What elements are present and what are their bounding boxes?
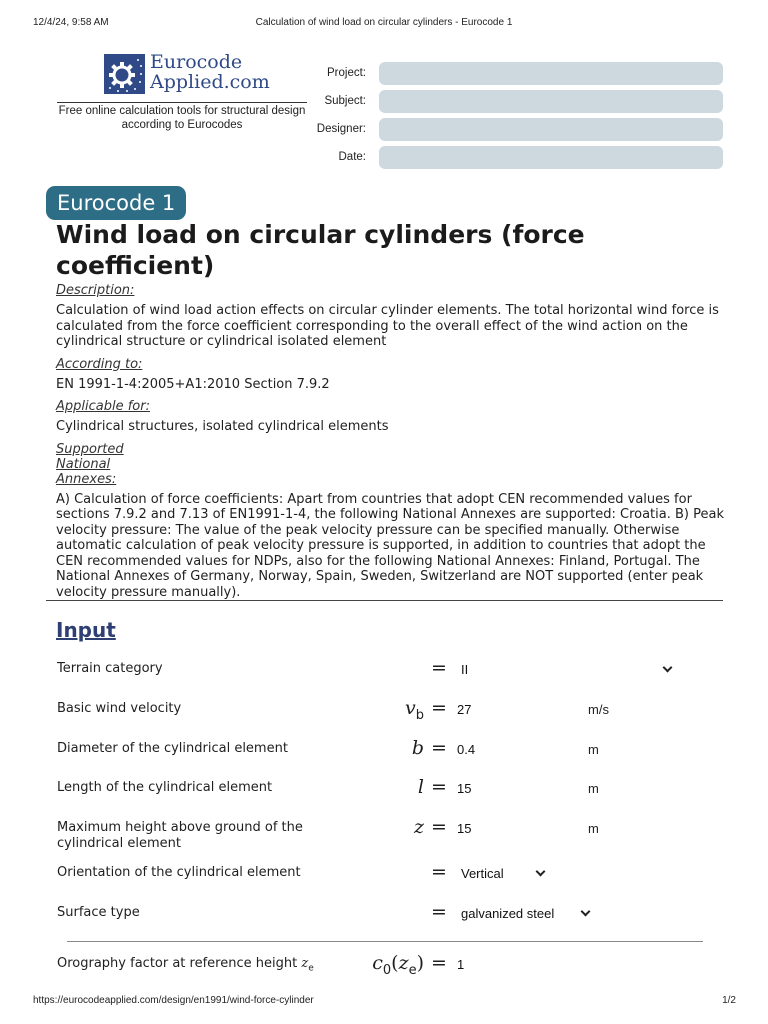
orography-factor-label <box>57 956 347 977</box>
site-logo[interactable] <box>104 51 270 96</box>
logo-line-2 <box>150 72 270 92</box>
equals-sign: = <box>431 657 447 679</box>
symbol-c: c <box>372 952 383 974</box>
paren-close: ) <box>416 952 424 974</box>
print-page-title: Calculation of wind load on circular cylinders - Eurocode 1 <box>255 17 513 28</box>
input-heading: Input <box>56 618 116 642</box>
national-annexes-label-line: Annexes: <box>56 471 117 487</box>
surface-type-label: Surface type <box>57 905 140 920</box>
national-annexes-label <box>56 442 724 487</box>
section-divider <box>46 600 723 601</box>
length-unit: m <box>588 781 599 796</box>
symbol-arg-z: z <box>398 952 409 974</box>
max-height-symbol: z <box>413 816 424 838</box>
length-symbol: l <box>417 776 424 798</box>
logo-text <box>150 52 270 92</box>
date-label: Date: <box>338 151 366 163</box>
print-url[interactable]: https://eurocodeapplied.com/design/en1991/wind-force-cylinder <box>33 995 314 1006</box>
description-label: Description: <box>56 283 135 298</box>
logo-domain: .com <box>223 71 270 93</box>
applicable-for-label: Applicable for: <box>56 399 150 414</box>
orography-factor-label-text: Orography factor at reference height <box>57 956 298 971</box>
subject-label: Subject: <box>324 95 366 107</box>
equals-sign: = <box>431 816 447 838</box>
basic-wind-velocity-label: Basic wind velocity <box>57 701 182 716</box>
chevron-down-icon[interactable] <box>663 663 673 673</box>
diameter-symbol: b <box>411 737 424 759</box>
length-input[interactable]: 15 <box>457 781 472 796</box>
max-height-label: Maximum height above ground of the cylindrical element <box>57 820 303 851</box>
orientation-select[interactable]: Vertical <box>461 866 504 881</box>
basic-wind-velocity-input[interactable]: 27 <box>457 702 472 717</box>
page-title: Wind load on circular cylinders (force coefficient) <box>56 220 585 280</box>
national-annexes-label-line: National <box>56 456 111 472</box>
eurocode-badge: Eurocode 1 <box>46 186 186 220</box>
label-var-z: z <box>301 956 309 971</box>
project-field[interactable] <box>379 62 723 85</box>
symbol-arg-sub-e: e <box>408 962 417 978</box>
description-text: Calculation of wind load action effects on circular cylinder elements. The total horizontal wind force is calculated from the force coefficient corresponding to the overall effect of the wind action on the cylindrical structure or cylindrical isolated element <box>56 303 719 349</box>
label-var-sub-e: e <box>308 963 314 974</box>
terrain-category-label: Terrain category <box>57 661 163 676</box>
chevron-down-icon[interactable] <box>581 907 591 917</box>
date-field[interactable] <box>379 146 723 169</box>
chevron-down-icon[interactable] <box>536 867 546 877</box>
logo-line-1: Eurocode <box>150 51 243 73</box>
length-label: Length of the cylindrical element <box>57 780 273 795</box>
meta-row-date <box>290 146 730 170</box>
description-block <box>56 283 724 607</box>
row-divider <box>67 941 703 942</box>
diameter-label: Diameter of the cylindrical element <box>57 741 288 756</box>
designer-label: Designer: <box>316 123 366 135</box>
diameter-input[interactable]: 0.4 <box>457 742 476 757</box>
logo-applied: Applied <box>150 71 224 93</box>
basic-wind-velocity-symbol <box>405 697 424 727</box>
according-to-text: EN 1991-1-4:2005+A1:2010 Section 7.9.2 <box>56 376 330 392</box>
orography-factor-value: 1 <box>457 957 465 972</box>
national-annexes-text: A) Calculation of force coefficients: Apart from countries that adopt CEN recommended values for sections 7.9.2 and 7.13 of EN1991-1-4, the following National Annexes are supported: Croatia. B) Peak velocity pressure: The value of the peak velocity pressure can be specified manually. Otherwise automatic calculation of peak velocity pressure is supported, in addition to countries that adopt the CEN recommended values for NDPs, also for the following National Annexes: Finland, Portugal. The National Annexes of Germany, Norway, Spain, Sweden, Switzerland are NOT supported (enter peak velocity pressure manually). <box>56 491 724 600</box>
symbol-sub-b: b <box>415 707 424 723</box>
basic-wind-velocity-unit: m/s <box>588 702 609 717</box>
max-height-input[interactable]: 15 <box>457 821 472 836</box>
equals-sign: = <box>431 952 447 974</box>
tagline: Free online calculation tools for structural design according to Eurocodes <box>58 105 306 131</box>
diameter-unit: m <box>588 742 599 757</box>
paren-open: ( <box>391 952 399 974</box>
terrain-category-select[interactable]: II <box>461 662 469 677</box>
meta-row-project <box>290 62 730 86</box>
print-page-number: 1/2 <box>722 995 736 1006</box>
project-label: Project: <box>327 67 366 79</box>
equals-sign: = <box>431 737 447 759</box>
meta-row-designer <box>290 118 730 142</box>
meta-row-subject <box>290 90 730 114</box>
orography-factor-symbol <box>372 952 424 982</box>
equals-sign: = <box>431 901 447 923</box>
applicable-for-text: Cylindrical structures, isolated cylindrical elements <box>56 419 389 434</box>
equals-sign: = <box>431 776 447 798</box>
surface-type-select[interactable]: galvanized steel <box>461 906 555 921</box>
national-annexes-label-line: Supported <box>56 441 124 457</box>
orientation-label: Orientation of the cylindrical element <box>57 865 301 880</box>
equals-sign: = <box>431 697 447 719</box>
print-datetime: 12/4/24, 9:58 AM <box>33 17 109 28</box>
equals-sign: = <box>431 861 447 883</box>
according-to-label: According to: <box>56 356 143 372</box>
symbol-sub-0: 0 <box>382 962 392 978</box>
gear-icon <box>104 54 145 94</box>
max-height-unit: m <box>588 821 599 836</box>
logo-divider <box>57 102 307 103</box>
symbol-v: v <box>405 697 416 719</box>
designer-field[interactable] <box>379 118 723 141</box>
subject-field[interactable] <box>379 90 723 113</box>
